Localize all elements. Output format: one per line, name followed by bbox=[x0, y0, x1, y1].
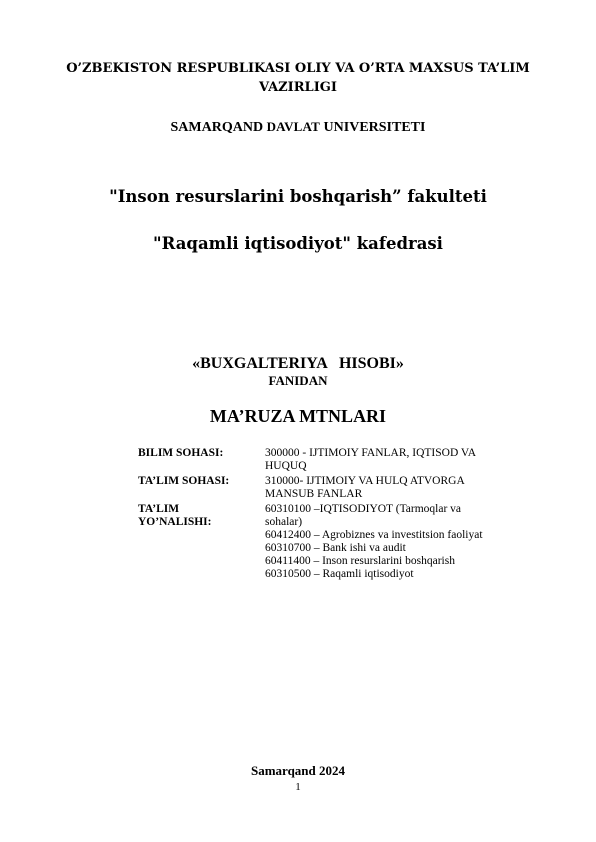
education-direction-item: 60310500 – Raqamli iqtisodiyot bbox=[265, 568, 414, 580]
university-name bbox=[0, 118, 596, 137]
knowledge-area-value: 300000 - IJTIMOIY FANLAR, IQTISOD VA HUQUQ bbox=[265, 447, 476, 472]
university-name-part-b: DAVLAT bbox=[266, 119, 321, 134]
education-area-label: TA’LIM SOHASI: bbox=[138, 475, 230, 487]
education-area-value: 310000- IJTIMOIY VA HULQ ATVORGA MANSUB FANLAR bbox=[265, 475, 465, 500]
department-name: "Raqamli iqtisodiyot" kafedrasi bbox=[153, 234, 443, 253]
education-direction-item: 60310100 –IQTISODIYOT (Tarmoqlar va sohalar) bbox=[265, 503, 462, 528]
document-type: MA’RUZA MTNLARI bbox=[209, 406, 387, 426]
education-direction-item: 60412400 – Agrobiznes va investitsion faoliyat bbox=[265, 529, 483, 541]
education-direction-list bbox=[265, 503, 515, 581]
city-year: Samarqand 2024 bbox=[250, 763, 346, 778]
subject-suffix: FANIDAN bbox=[268, 373, 328, 388]
faculty-name: "Inson resurslarini boshqarish” fakulteti bbox=[109, 187, 487, 206]
university-name-part-c: UNIVERSITETI bbox=[320, 120, 426, 135]
ministry-title: O’ZBEKISTON RESPUBLIKASI OLIY VA O’RTA MAXSUS TA’LIM VAZIRLIGI bbox=[66, 61, 530, 95]
education-direction-label: TA’LIM YO’NALISHI: bbox=[138, 503, 212, 528]
education-direction-item: 60310700 – Bank ishi va audit bbox=[265, 542, 406, 554]
education-direction-item: 60411400 – Inson resurslarini boshqarish bbox=[265, 555, 455, 567]
knowledge-area-label: BILIM SOHASI: bbox=[138, 447, 224, 459]
university-name-part-a: SAMARQAND bbox=[170, 120, 267, 135]
page-number: 1 bbox=[295, 781, 301, 793]
subject-title: «BUXGALTERIYA HISOBI» bbox=[192, 355, 404, 372]
